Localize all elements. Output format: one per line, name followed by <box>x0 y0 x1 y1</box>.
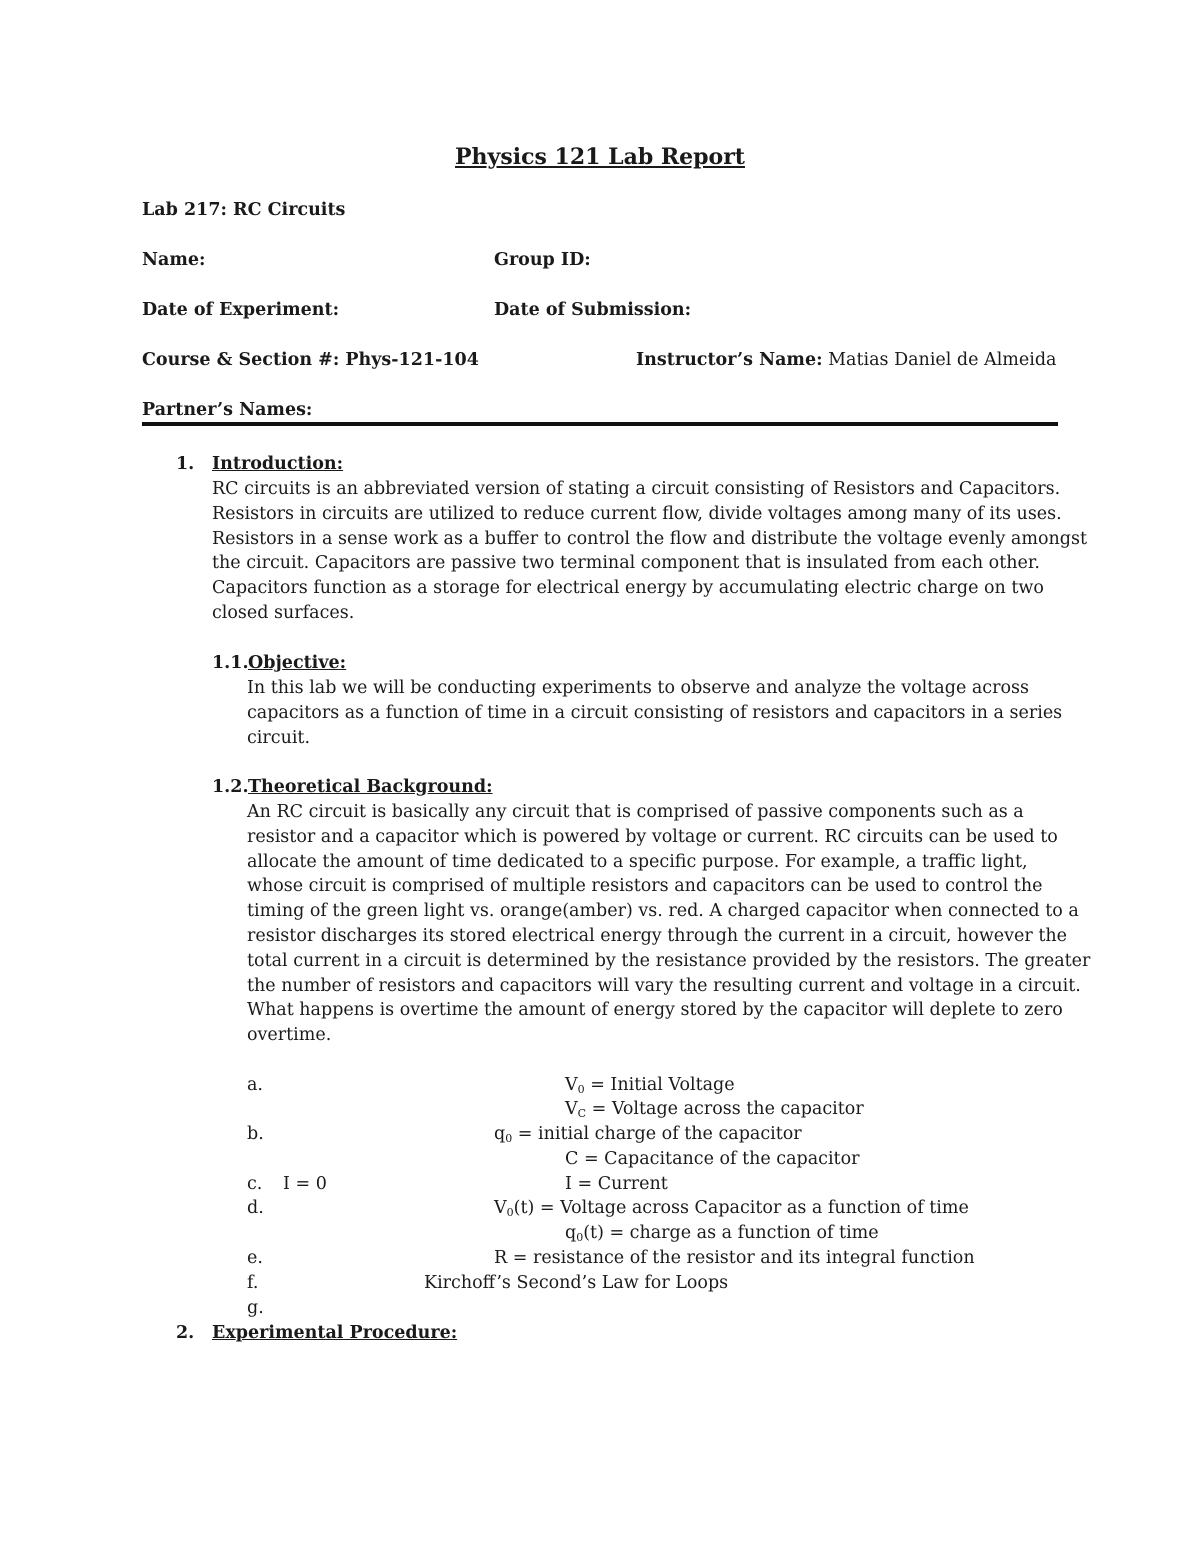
text-line: capacitors as a function of time in a circuit consisting of resistors and capacitors in a series <box>247 702 1063 723</box>
date-of-submission-label: Date of Submission: <box>494 300 692 320</box>
text-line: In this lab we will be conducting experiments to observe and analyze the voltage across <box>247 678 1029 698</box>
initial-charge-definition: $q_0$ = initial charge of the capacitor <box>494 1124 802 1145</box>
text-line: What happens is overtime the amount of energy stored by the capacitor will deplete to zero <box>247 1000 1063 1021</box>
section-2-heading: Experimental Procedure: <box>212 1323 458 1343</box>
instructor-field <box>636 348 1056 373</box>
initial-voltage-definition: $V_0$ = Initial Voltage <box>565 1075 735 1096</box>
lab-title: Lab 217: RC Circuits <box>142 200 346 220</box>
introduction-text <box>212 477 1087 626</box>
list-marker-g: g. <box>247 1298 264 1318</box>
text-line: whose circuit is comprised of multiple resistors and capacitors can be used to control the <box>247 876 1043 897</box>
group-id-label: Group ID: <box>494 250 591 270</box>
course-section-label: Course & Section #: Phys-121-104 <box>142 350 479 370</box>
section-2-number: 2. <box>176 1323 195 1343</box>
list-marker-b: b. <box>247 1124 264 1144</box>
section-1-2-heading: Theoretical Background: <box>248 777 493 797</box>
date-of-experiment-label: Date of Experiment: <box>142 300 340 320</box>
charge-time-definition: $q_0(t)$ = charge as a function of time <box>565 1223 879 1244</box>
partners-names-label: Partner’s Names: <box>142 400 313 420</box>
theoretical-background-text <box>247 800 1090 1048</box>
page-title: Physics 121 Lab Report <box>455 144 745 170</box>
text-line: timing of the green light vs. orange(amber) vs. red. A charged capacitor when connected to a <box>247 901 1079 922</box>
list-marker-f: f. <box>247 1273 259 1293</box>
resistance-definition: R = resistance of the resistor and its integral function <box>494 1248 975 1268</box>
list-marker-e: e. <box>247 1248 263 1268</box>
section-1-1-heading: Objective: <box>248 653 347 673</box>
list-marker-a: a. <box>247 1075 263 1095</box>
instructor-name: Matias Daniel de Almeida <box>828 350 1057 370</box>
capacitance-definition: C = Capacitance of the capacitor <box>565 1149 860 1169</box>
name-label: Name: <box>142 250 206 270</box>
current-zero-equation: I = 0 <box>283 1174 327 1194</box>
objective-text <box>247 676 1062 750</box>
text-line: the circuit. Capacitors are passive two terminal component that is insulated from each other. <box>212 553 1040 574</box>
list-marker-c: c. <box>247 1174 263 1194</box>
text-line: resistor and a capacitor which is powered by voltage or current. RC circuits can be used to <box>247 826 1058 847</box>
text-line: RC circuits is an abbreviated version of stating a circuit consisting of Resistors and Capacitors. <box>212 479 1061 499</box>
text-line: the number of resistors and capacitors will vary the resulting current and voltage in a circuit. <box>247 975 1081 996</box>
section-1-2-number: 1.2. <box>212 777 249 797</box>
list-marker-d: d. <box>247 1198 264 1218</box>
text-line: circuit. <box>247 727 311 748</box>
text-line: resistor discharges its stored electrical energy through the current in a circuit, however the <box>247 925 1067 946</box>
kirchoff-law: Kirchoff’s Second’s Law for Loops <box>424 1273 729 1293</box>
text-line: Resistors in a sense work as a buffer to control the flow and distribute the voltage evenly amongst <box>212 528 1087 549</box>
current-definition: I = Current <box>565 1174 668 1194</box>
capacitor-voltage-definition: $V_C$ = Voltage across the capacitor <box>565 1099 864 1120</box>
section-1-number: 1. <box>176 454 195 474</box>
text-line: Resistors in circuits are utilized to reduce current flow, divide voltages among many of its uses. <box>212 503 1062 524</box>
header-divider <box>142 422 1058 426</box>
section-1-heading: Introduction: <box>212 454 344 474</box>
voltage-time-definition: $V_0(t)$ = Voltage across Capacitor as a function of time <box>494 1198 969 1219</box>
text-line: total current in a circuit is determined by the resistance provided by the resistors. The greater <box>247 950 1091 971</box>
text-line: An RC circuit is basically any circuit that is comprised of passive components such as a <box>247 802 1024 822</box>
text-line: closed surfaces. <box>212 602 355 623</box>
text-line: Capacitors function as a storage for electrical energy by accumulating electric charge on two <box>212 578 1044 599</box>
text-line: overtime. <box>247 1025 332 1046</box>
instructor-label: Instructor’s Name: <box>636 350 823 370</box>
text-line: allocate the amount of time dedicated to a specific purpose. For example, a traffic light, <box>247 851 1028 872</box>
section-1-1-number: 1.1. <box>212 653 249 673</box>
